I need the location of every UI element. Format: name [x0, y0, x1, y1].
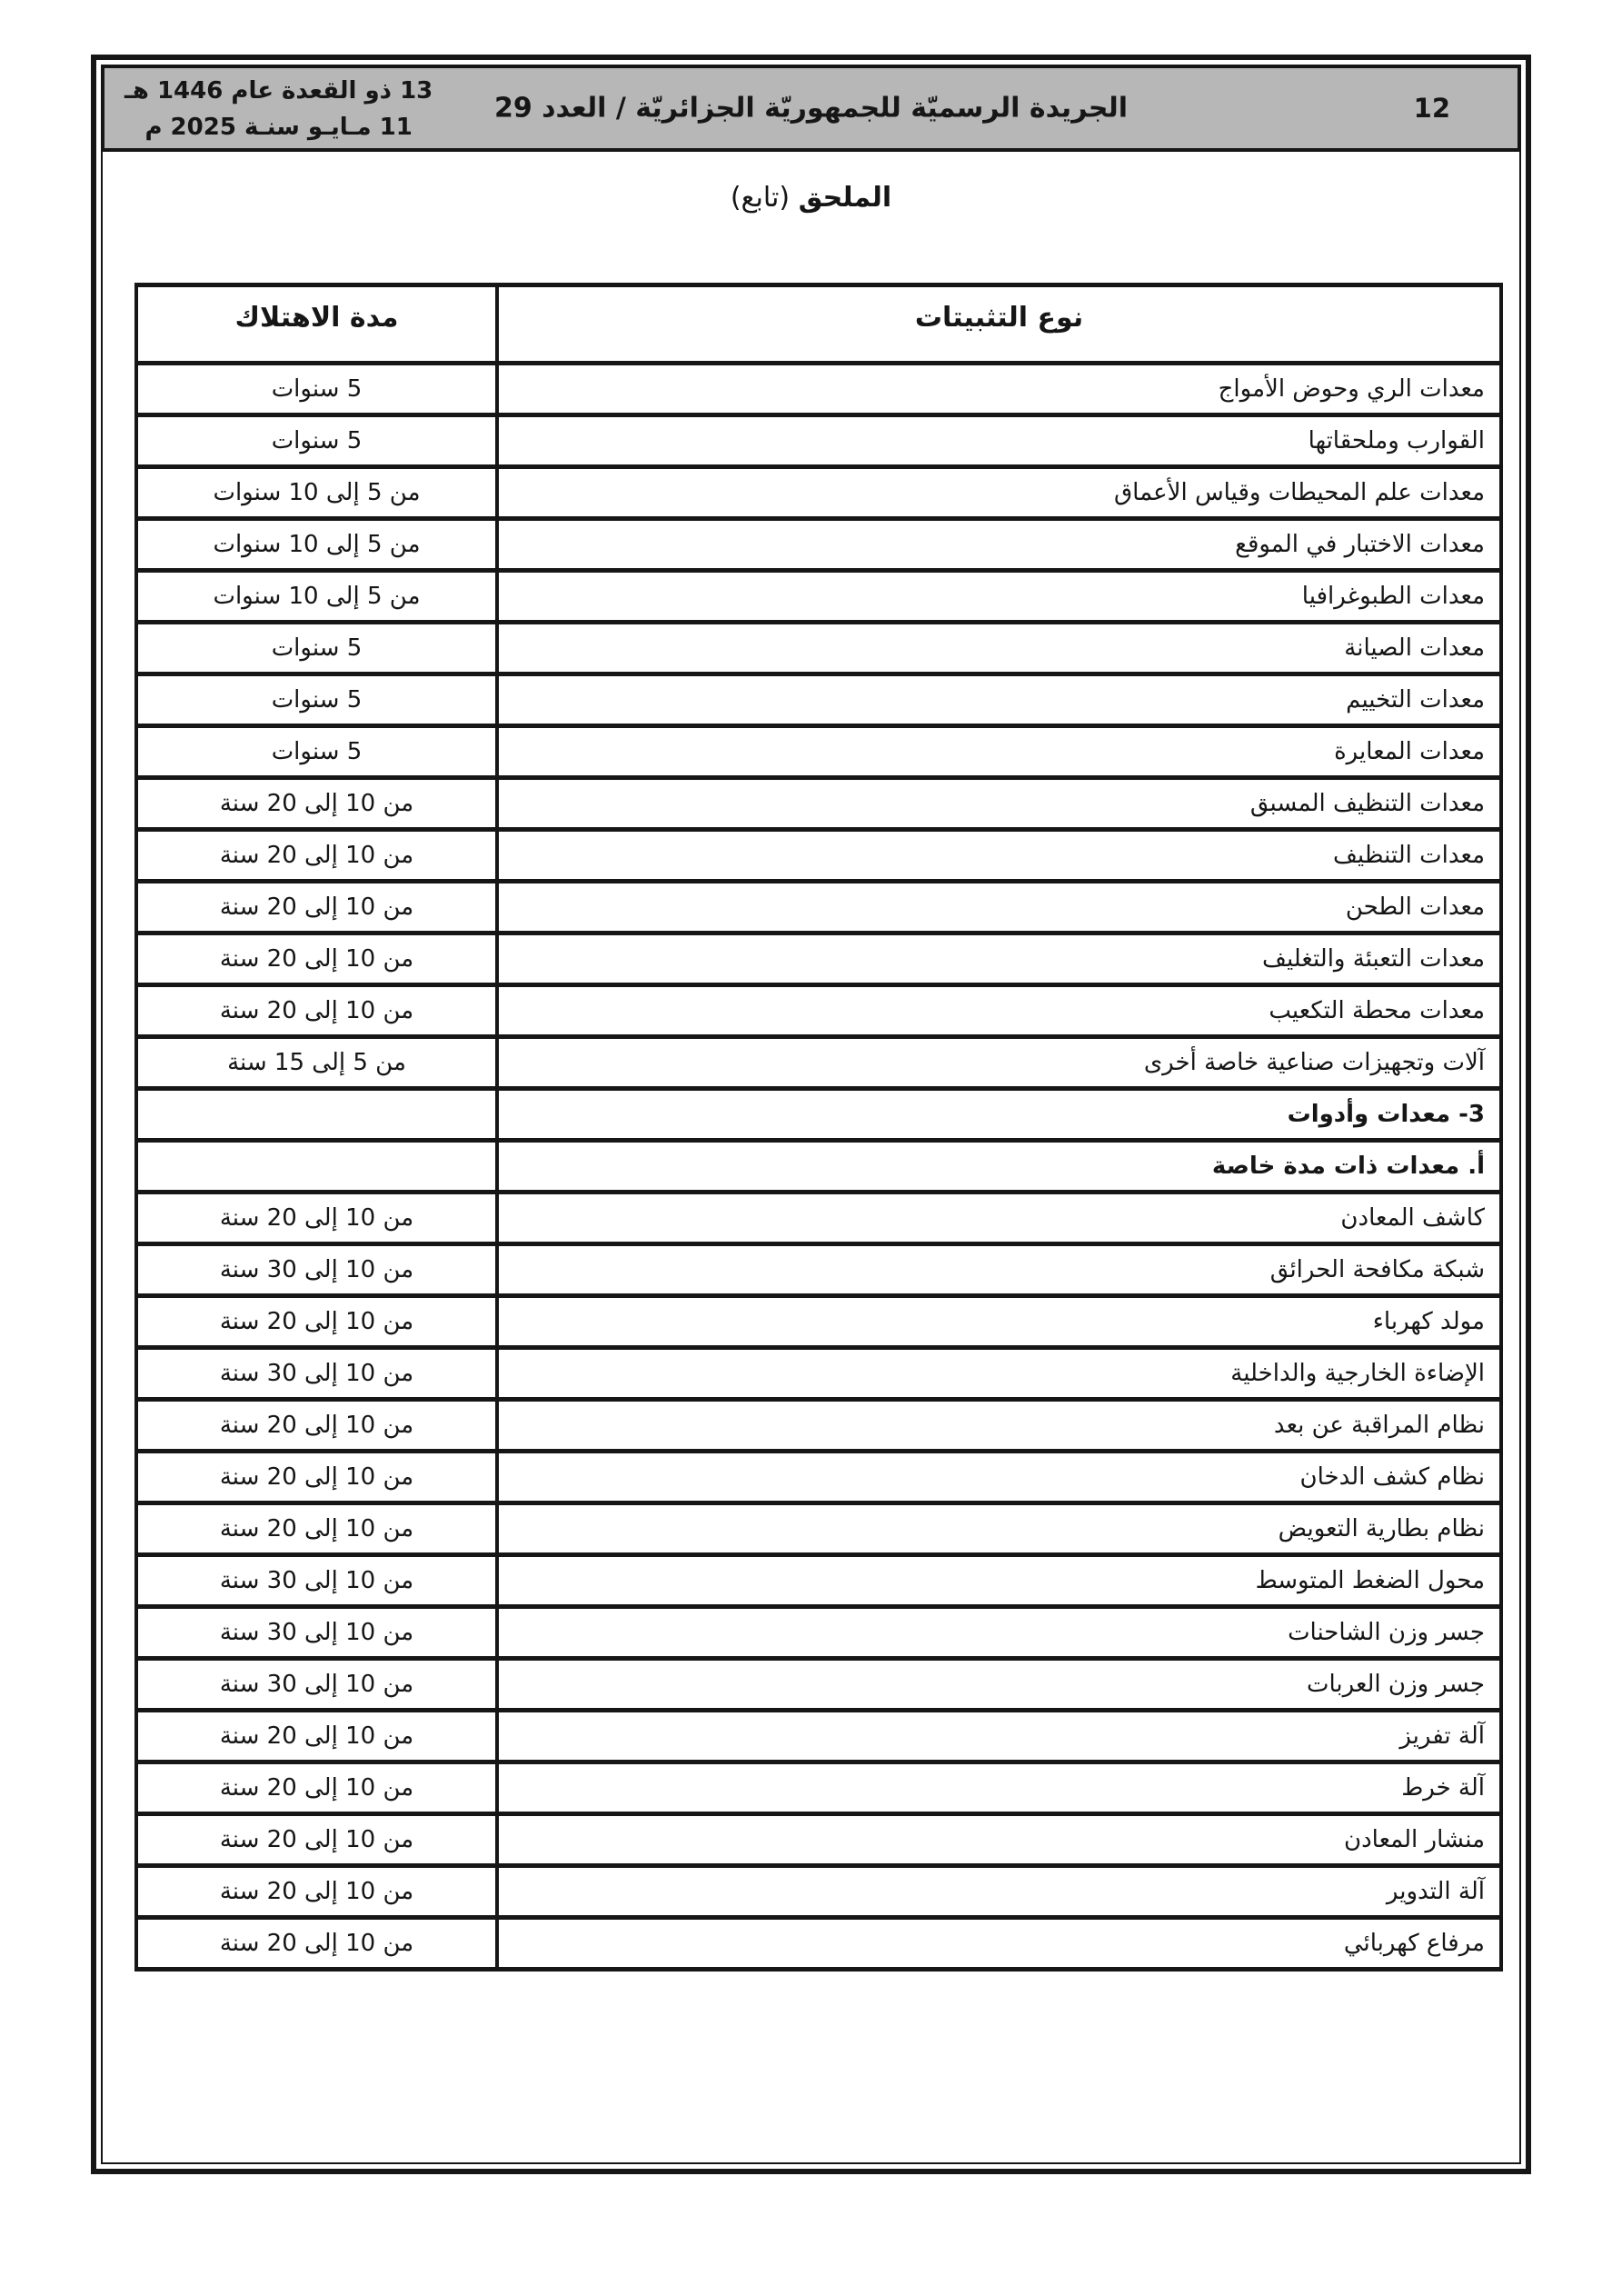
table-row [136, 467, 1501, 519]
depreciation-duration-cell: من 10 إلى 20 سنة [136, 985, 497, 1037]
depreciation-duration-cell: من 10 إلى 20 سنة [136, 778, 497, 830]
table-row [136, 674, 1501, 726]
depreciation-duration-cell: من 10 إلى 20 سنة [136, 882, 497, 933]
table-row [136, 882, 1501, 933]
journal-title: الجريدة الرسميّة للجمهوريّة الجزائريّة / العدد 29 [493, 92, 1129, 125]
table-row [136, 778, 1501, 830]
table-row [136, 1193, 1501, 1244]
fixture-type-cell: معدات علم المحيطات وقياس الأعماق [497, 467, 1501, 519]
fixture-type-cell: معدات الطحن [497, 882, 1501, 933]
table-row [136, 1762, 1501, 1814]
table-row [136, 1141, 1501, 1193]
table-row [136, 1296, 1501, 1348]
fixture-type-cell: آلة التدوير [497, 1866, 1501, 1918]
depreciation-duration-cell: من 5 إلى 10 سنوات [136, 467, 497, 519]
table-row [136, 1711, 1501, 1762]
issue-date-hijri: 13 ذو القعدة عام 1446 هـ [124, 77, 433, 105]
table-row [136, 1555, 1501, 1607]
depreciation-duration-cell: 5 سنوات [136, 415, 497, 467]
fixture-type-cell: آلة خرط [497, 1762, 1501, 1814]
depreciation-table-header [136, 285, 1501, 364]
depreciation-duration-cell: من 10 إلى 20 سنة [136, 1296, 497, 1348]
fixture-type-cell: معدات الري وحوض الأمواج [497, 364, 1501, 415]
fixture-type-cell: جسر وزن الشاحنات [497, 1607, 1501, 1659]
depreciation-duration-cell: 5 سنوات [136, 623, 497, 674]
fixture-type-cell: أ. معدات ذات مدة خاصة [497, 1141, 1501, 1193]
depreciation-duration-cell: من 10 إلى 20 سنة [136, 1918, 497, 1970]
table-row [136, 1814, 1501, 1866]
depreciation-duration-cell: 5 سنوات [136, 674, 497, 726]
table-row [136, 1452, 1501, 1503]
depreciation-duration-cell: من 10 إلى 20 سنة [136, 1400, 497, 1452]
depreciation-duration-cell: من 10 إلى 20 سنة [136, 1762, 497, 1814]
depreciation-duration-cell: من 10 إلى 20 سنة [136, 1193, 497, 1244]
page-number: 12 [1413, 93, 1450, 124]
table-row [136, 1866, 1501, 1918]
fixture-type-cell: 3- معدات وأدوات [497, 1089, 1501, 1141]
table-row [136, 726, 1501, 778]
table-row [136, 1244, 1501, 1296]
table-row [136, 1607, 1501, 1659]
fixture-type-cell: نظام بطارية التعويض [497, 1503, 1501, 1555]
depreciation-duration-cell: من 10 إلى 20 سنة [136, 1866, 497, 1918]
depreciation-duration-cell: من 10 إلى 20 سنة [136, 1711, 497, 1762]
depreciation-duration-cell: من 10 إلى 30 سنة [136, 1555, 497, 1607]
table-row [136, 1089, 1501, 1141]
annex-title-note: (تابع) [730, 182, 791, 214]
depreciation-duration-cell: من 10 إلى 20 سنة [136, 1503, 497, 1555]
table-row [136, 364, 1501, 415]
fixture-type-cell: الإضاءة الخارجية والداخلية [497, 1348, 1501, 1400]
depreciation-duration-cell: من 10 إلى 30 سنة [136, 1659, 497, 1711]
depreciation-duration-cell: من 5 إلى 10 سنوات [136, 571, 497, 623]
table-row [136, 1503, 1501, 1555]
fixture-type-cell: معدات الصيانة [497, 623, 1501, 674]
table-row [136, 519, 1501, 571]
depreciation-duration-cell [136, 1089, 497, 1141]
fixture-type-cell: القوارب وملحقاتها [497, 415, 1501, 467]
fixture-type-cell: منشار المعادن [497, 1814, 1501, 1866]
table-header-row [136, 285, 1501, 364]
depreciation-duration-cell: 5 سنوات [136, 364, 497, 415]
table-row [136, 1659, 1501, 1711]
column-header-depreciation-duration: مدة الاهتلاك [136, 285, 497, 364]
page-header-band [101, 65, 1521, 152]
fixture-type-cell: معدات الطبوغرافيا [497, 571, 1501, 623]
depreciation-duration-cell: 5 سنوات [136, 726, 497, 778]
fixture-type-cell: نظام المراقبة عن بعد [497, 1400, 1501, 1452]
table-row [136, 571, 1501, 623]
annex-title-text: الملحق [798, 182, 892, 214]
depreciation-duration-cell: من 10 إلى 30 سنة [136, 1607, 497, 1659]
fixture-type-cell: محول الضغط المتوسط [497, 1555, 1501, 1607]
fixture-type-cell: معدات محطة التكعيب [497, 985, 1501, 1037]
table-row [136, 1348, 1501, 1400]
depreciation-duration-cell: من 5 إلى 10 سنوات [136, 519, 497, 571]
depreciation-table [134, 283, 1503, 1972]
fixture-type-cell: معدات الاختبار في الموقع [497, 519, 1501, 571]
table-row [136, 830, 1501, 882]
annex-title [0, 182, 1622, 214]
fixture-type-cell: آلات وتجهيزات صناعية خاصة أخرى [497, 1037, 1501, 1089]
depreciation-duration-cell: من 5 إلى 15 سنة [136, 1037, 497, 1089]
fixture-type-cell: معدات المعايرة [497, 726, 1501, 778]
fixture-type-cell: مرفاع كهربائي [497, 1918, 1501, 1970]
depreciation-duration-cell: من 10 إلى 30 سنة [136, 1348, 497, 1400]
fixture-type-cell: شبكة مكافحة الحرائق [497, 1244, 1501, 1296]
table-row [136, 623, 1501, 674]
fixture-type-cell: معدات التنظيف المسبق [497, 778, 1501, 830]
depreciation-duration-cell: من 10 إلى 20 سنة [136, 1452, 497, 1503]
table-row [136, 1918, 1501, 1970]
fixture-type-cell: معدات التخييم [497, 674, 1501, 726]
depreciation-duration-cell: من 10 إلى 20 سنة [136, 933, 497, 985]
fixture-type-cell: كاشف المعادن [497, 1193, 1501, 1244]
fixture-type-cell: معدات التنظيف [497, 830, 1501, 882]
table-row [136, 933, 1501, 985]
fixture-type-cell: مولد كهرباء [497, 1296, 1501, 1348]
depreciation-duration-cell: من 10 إلى 20 سنة [136, 830, 497, 882]
table-row [136, 415, 1501, 467]
column-header-fixture-type: نوع التثبيتات [497, 285, 1501, 364]
depreciation-table-body [136, 364, 1501, 1970]
depreciation-duration-cell: من 10 إلى 20 سنة [136, 1814, 497, 1866]
fixture-type-cell: آلة تفريز [497, 1711, 1501, 1762]
issue-date-gregorian: 11 مـايـو سنـة 2025 م [144, 114, 413, 141]
depreciation-duration-cell: من 10 إلى 30 سنة [136, 1244, 497, 1296]
fixture-type-cell: جسر وزن العربات [497, 1659, 1501, 1711]
fixture-type-cell: نظام كشف الدخان [497, 1452, 1501, 1503]
depreciation-duration-cell [136, 1141, 497, 1193]
table-row [136, 1400, 1501, 1452]
table-row [136, 1037, 1501, 1089]
table-row [136, 985, 1501, 1037]
fixture-type-cell: معدات التعبئة والتغليف [497, 933, 1501, 985]
